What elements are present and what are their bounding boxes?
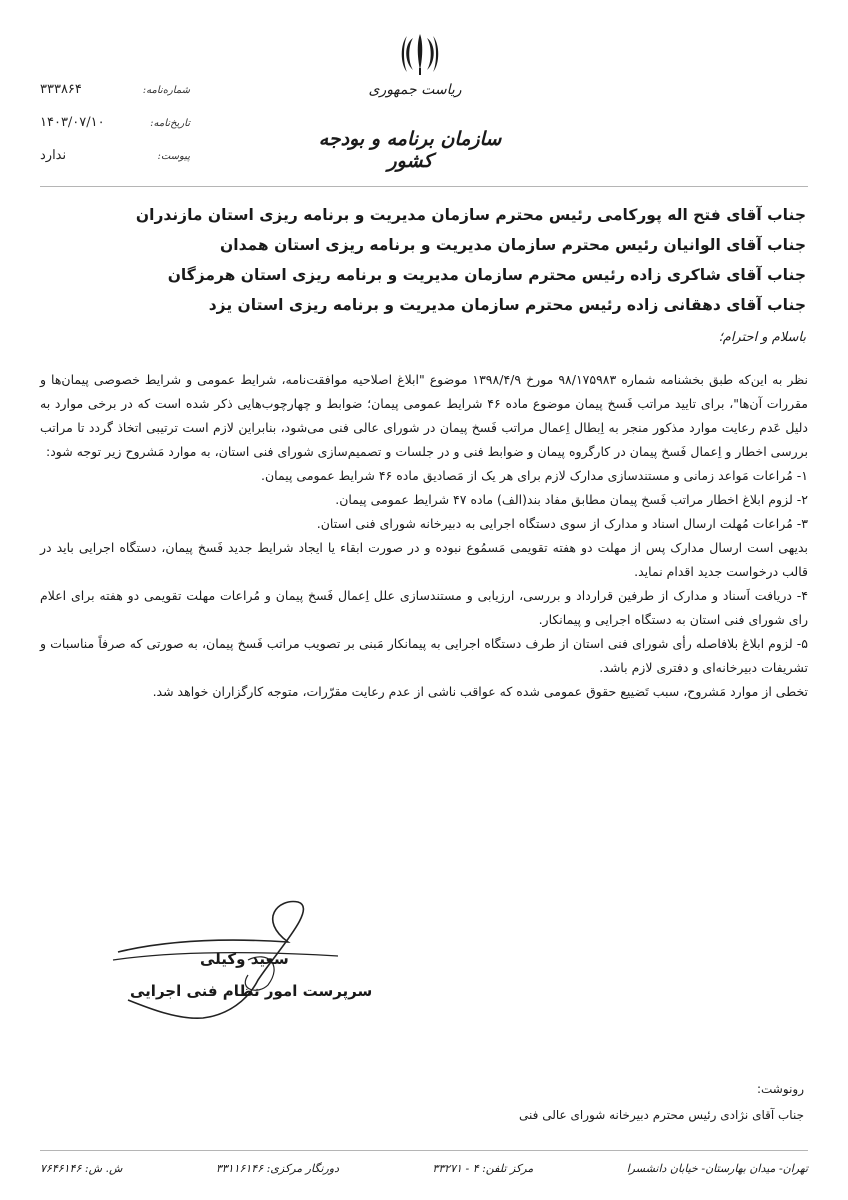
letter-number-label: شماره‌نامه: bbox=[142, 85, 190, 96]
addressee-mazandaran: جناب آقای فتح اله پورکامی رئیس محترم سازمان مدیریت و برنامه ریزی استان مازندران bbox=[135, 206, 806, 224]
body-item-3-note: بدیهی است ارسال مدارک پس از مهلت دو هفته تقویمی مَسمُوع نبوده و در صورت ابقاء یا ایجاد شرایط جدید فَسخ پیمان، دستگاه اجرایی باید در قالب درخواست جدید اقدام نماید. bbox=[40, 540, 808, 579]
letter-number-value: ۳۳۳۸۶۴ bbox=[40, 82, 82, 97]
signatory-name: سعید وکیلی bbox=[200, 950, 289, 968]
letter-body bbox=[40, 368, 808, 704]
letter-attachment-label: پیوست: bbox=[157, 151, 190, 162]
cc-label: رونوشت: bbox=[756, 1082, 804, 1096]
header-divider bbox=[40, 186, 808, 187]
letter-meta bbox=[40, 82, 190, 181]
addressee-yazd: جناب آقای دهقانی زاده رئیس محترم سازمان مدیریت و برنامه ریزی استان یزد bbox=[208, 296, 806, 314]
signatory-title: سرپرست امور نظام فنی اجرایی bbox=[130, 982, 373, 1000]
body-item-3: ۳- مُراعات مُهلت ارسال اسناد و مدارک از سوی دستگاه اجرایی به دبیرخانه شورای فنی استان. bbox=[316, 516, 808, 531]
iran-emblem-icon bbox=[398, 30, 442, 76]
body-intro: نظر به این‌که طبق بخشنامه شماره ۹۸/۱۷۵۹۸۳ مورخ ۱۳۹۸/۴/۹ موضوع "ابلاغ اصلاحیه موافقت‌نامه، شرایط عمومی و شرایط خصوصی پیمان‌ها و مقررات آن‌ها"، برای تایید مراتب فَسخ پیمان موضوع ماده ۴۶ شرایط عمومی پیمان؛ ضوابط و چهارچوب‌هایی ذکر شده است که در برخی موارد به دلیل عَدم رعایت موارد مذکور منجر به اِبطال اِعمال مراتب فَسخ پیمان در شورای عالی فنی می‌شود، بنابراین لازم است ترتیبی اتخاذ گردد تا مراتب بررسی اخطار و اِعمال فَسخ پیمان در کارگروه پیمان و ضوابط فنی و در جلسات و تصمیم‌سازی شورای فنی استان، به موارد مَشروح زیر توجه شود: bbox=[40, 372, 808, 459]
body-item-4: ۴- دریافت اَسناد و مدارک از طرفین قرارداد و بررسی، ارزیابی و مستندسازی علل اِعمال فَسخ پیمان و مُراعات مهلت تقویمی دو هفته برای اعلام رای شورای فنی استان به دستگاه اجرایی و پیمانکار. bbox=[40, 588, 808, 627]
body-item-1: ۱- مُراعات مَواعد زمانی و مستندسازی مدارک لازم برای هر یک از مَصادیق ماده ۴۶ شرایط عمومی پیمان. bbox=[261, 468, 808, 483]
body-item-5: ۵- لزوم ابلاغ بلافاصله رأی شورای فنی استان از طرف دستگاه اجرایی به پیمانکار مَبنی بر تصویب مراتب فَسخ پیمان، به صورتی که صرفاً مناسبات و تشریفات دبیرخانه‌ای و دفتری لازم باشد. bbox=[40, 636, 808, 675]
carbon-copy bbox=[519, 1076, 804, 1128]
letter-date-label: تاریخ‌نامه: bbox=[150, 118, 190, 129]
footer-postal-code: ش. ش: ۷۶۴۶۱۴۶ bbox=[40, 1161, 123, 1175]
cc-recipient: جناب آقای نژادی رئیس محترم دبیرخانه شورای عالی فنی bbox=[519, 1108, 804, 1122]
body-closing: تخطی از موارد مَشروح، سبب تَضییع حقوق عمومی شده که عواقب ناشی از عدم رعایت مقرّرات، متوجه کارگزاران خواهد شد. bbox=[152, 684, 808, 699]
footer-fax: دورنگار مرکزی: ۳۳۱۱۶۱۴۶ bbox=[215, 1161, 340, 1175]
letter-date-row bbox=[40, 115, 190, 148]
footer-divider bbox=[40, 1150, 808, 1151]
letter-attachment-value: ندارد bbox=[40, 148, 67, 163]
org-name-budget-organization: سازمان برنامه و بودجه کشور bbox=[318, 128, 502, 172]
letter-number-row bbox=[40, 82, 190, 115]
org-name-presidency: ریاست جمهوری bbox=[368, 82, 462, 98]
salutation: باسلام و احترام؛ bbox=[718, 330, 806, 345]
letterhead-footer bbox=[40, 1156, 808, 1180]
footer-phone: مرکز تلفن: ۴ - ۳۳۲۷۱ bbox=[432, 1161, 534, 1175]
addressee-hamedan: جناب آقای الوانیان رئیس محترم سازمان مدیریت و برنامه ریزی استان همدان bbox=[220, 236, 806, 254]
footer-address: تهران- میدان بهارستان- خیابان دانشسرا bbox=[626, 1161, 808, 1175]
letter-attachment-row bbox=[40, 148, 190, 181]
body-item-2: ۲- لزوم ابلاغ اخطار مراتب فَسخ پیمان مطابق مفاد بند(الف) ماده ۴۷ شرایط عمومی پیمان. bbox=[335, 492, 808, 507]
addressee-hormozgan: جناب آقای شاکری زاده رئیس محترم سازمان مدیریت و برنامه ریزی استان هرمزگان bbox=[167, 266, 806, 284]
letter-date-value: ۱۴۰۳/۰۷/۱۰ bbox=[40, 115, 105, 130]
addressee-list bbox=[86, 200, 806, 320]
